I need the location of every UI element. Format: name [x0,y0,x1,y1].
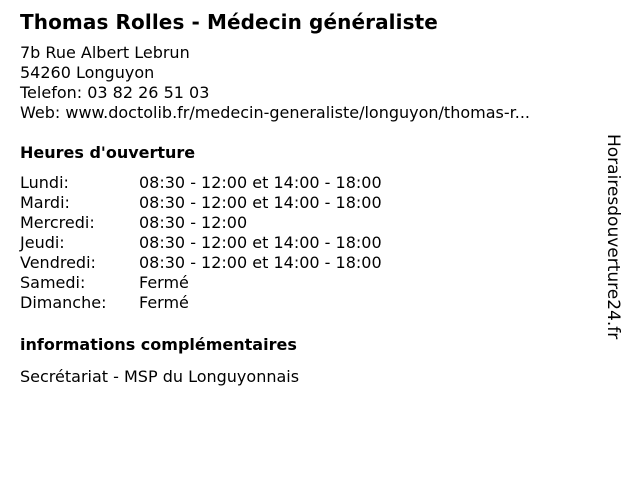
address-street: 7b Rue Albert Lebrun [20,43,190,62]
hours-row-thursday [20,233,610,253]
hours-row-monday [20,173,610,193]
day-hours: 08:30 - 12:00 et 14:00 - 18:00 [139,233,382,252]
day-label: Jeudi: [20,233,65,252]
day-hours: 08:30 - 12:00 [139,213,248,232]
day-hours: 08:30 - 12:00 et 14:00 - 18:00 [139,173,382,192]
day-label: Mardi: [20,193,70,212]
hours-row-friday [20,253,610,273]
address-block [20,43,610,123]
hours-row-saturday [20,273,610,293]
day-label: Dimanche: [20,293,107,312]
day-label: Lundi: [20,173,69,192]
day-hours: 08:30 - 12:00 et 14:00 - 18:00 [139,253,382,272]
opening-hours-table [20,173,610,313]
page-title: Thomas Rolles - Médecin généraliste [20,10,438,34]
opening-hours-heading: Heures d'ouverture [20,143,196,162]
hours-row-sunday [20,293,610,313]
hours-row-wednesday [20,213,610,233]
phone-number[interactable]: Telefon: 03 82 26 51 03 [20,83,210,102]
day-label: Samedi: [20,273,86,292]
day-hours: Fermé [139,293,189,312]
hours-row-tuesday [20,193,610,213]
website-link[interactable]: Web: www.doctolib.fr/medecin-generaliste/longuyon/thomas-r... [20,103,530,122]
day-label: Mercredi: [20,213,95,232]
additional-info-heading: informations complémentaires [20,335,297,354]
additional-info-text: Secrétariat - MSP du Longuyonnais [20,367,300,386]
doctor-card [20,8,610,387]
day-hours: 08:30 - 12:00 et 14:00 - 18:00 [139,193,382,212]
day-hours: Fermé [139,273,189,292]
day-label: Vendredi: [20,253,96,272]
address-city: 54260 Longuyon [20,63,155,82]
site-watermark: Horairesdouverture24.fr [603,134,623,340]
